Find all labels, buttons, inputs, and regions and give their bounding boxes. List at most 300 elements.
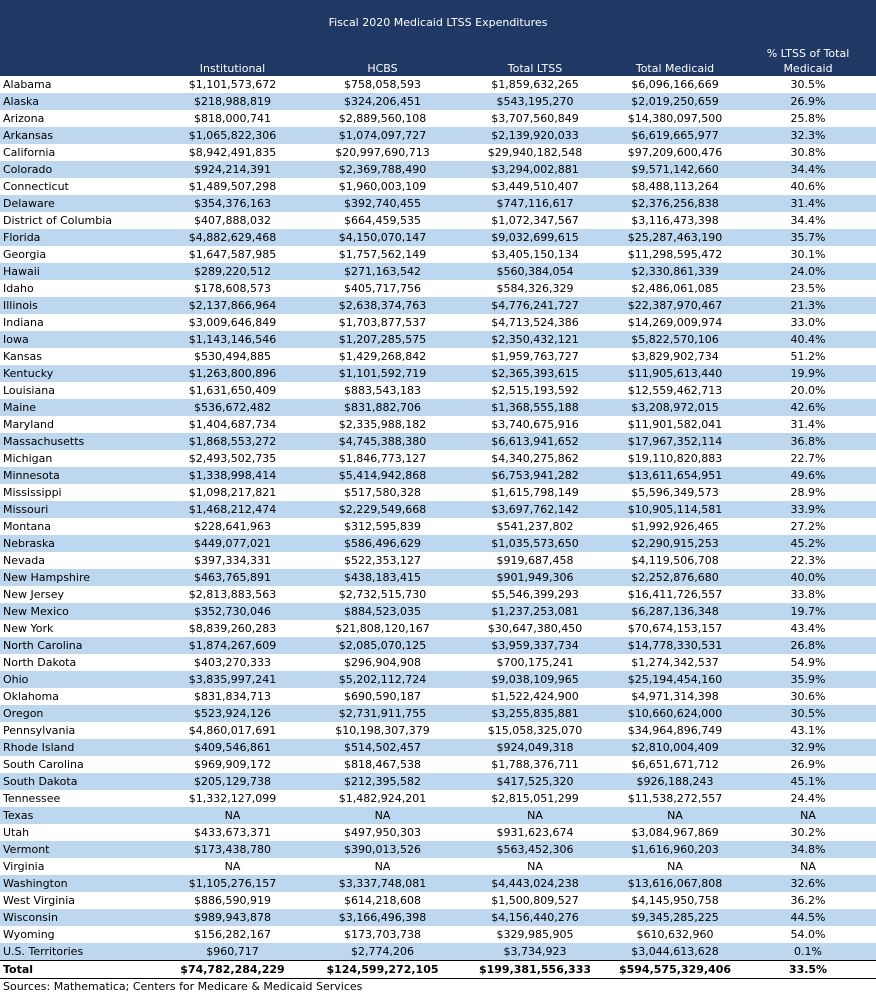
cell-hcbs: $1,074,097,727 bbox=[305, 127, 460, 144]
cell-total-medicaid: $4,145,950,758 bbox=[610, 892, 740, 909]
cell-institutional: NA bbox=[160, 807, 305, 824]
cell-state: North Carolina bbox=[0, 637, 160, 654]
cell-hcbs: $390,013,526 bbox=[305, 841, 460, 858]
table-row bbox=[0, 110, 876, 127]
cell-state: U.S. Territories bbox=[0, 943, 160, 961]
cell-total-medicaid: $9,571,142,660 bbox=[610, 161, 740, 178]
table-row bbox=[0, 195, 876, 212]
cell-institutional: $1,098,217,821 bbox=[160, 484, 305, 501]
cell-pct-ltss: 43.4% bbox=[740, 620, 876, 637]
cell-state: Texas bbox=[0, 807, 160, 824]
table-row bbox=[0, 620, 876, 637]
cell-total-ltss: $9,038,109,965 bbox=[460, 671, 610, 688]
cell-pct-ltss: 35.9% bbox=[740, 671, 876, 688]
cell-pct-ltss: 34.4% bbox=[740, 161, 876, 178]
cell-total-medicaid: $11,538,272,557 bbox=[610, 790, 740, 807]
cell-state: Massachusetts bbox=[0, 433, 160, 450]
cell-hcbs: $664,459,535 bbox=[305, 212, 460, 229]
cell-hcbs: $883,543,183 bbox=[305, 382, 460, 399]
cell-hcbs: $212,395,582 bbox=[305, 773, 460, 790]
cell-total-medicaid: $2,376,256,838 bbox=[610, 195, 740, 212]
cell-total-ltss: NA bbox=[460, 807, 610, 824]
cell-institutional: $960,717 bbox=[160, 943, 305, 961]
cell-pct-ltss: 34.4% bbox=[740, 212, 876, 229]
table-row bbox=[0, 603, 876, 620]
cell-total-medicaid: $14,269,009,974 bbox=[610, 314, 740, 331]
cell-total-ltss: $29,940,182,548 bbox=[460, 144, 610, 161]
table-row bbox=[0, 229, 876, 246]
cell-total-medicaid: $17,967,352,114 bbox=[610, 433, 740, 450]
cell-total-ltss: $3,405,150,134 bbox=[460, 246, 610, 263]
cell-total-ltss: $1,959,763,727 bbox=[460, 348, 610, 365]
cell-total-medicaid: $10,905,114,581 bbox=[610, 501, 740, 518]
cell-pct-ltss: 32.9% bbox=[740, 739, 876, 756]
cell-pct-ltss: 32.3% bbox=[740, 127, 876, 144]
cell-hcbs: $312,595,839 bbox=[305, 518, 460, 535]
cell-state: New Hampshire bbox=[0, 569, 160, 586]
header-state bbox=[0, 45, 160, 76]
cell-state: Utah bbox=[0, 824, 160, 841]
cell-pct-ltss: 36.2% bbox=[740, 892, 876, 909]
cell-hcbs: $1,846,773,127 bbox=[305, 450, 460, 467]
cell-hcbs: $884,523,035 bbox=[305, 603, 460, 620]
cell-hcbs: $271,163,542 bbox=[305, 263, 460, 280]
cell-institutional: $1,143,146,546 bbox=[160, 331, 305, 348]
cell-total-ltss: $9,032,699,615 bbox=[460, 229, 610, 246]
cell-total-medicaid: $70,674,153,157 bbox=[610, 620, 740, 637]
header-institutional: Institutional bbox=[160, 45, 305, 76]
cell-institutional: $2,137,866,964 bbox=[160, 297, 305, 314]
table-row bbox=[0, 892, 876, 909]
cell-institutional: $924,214,391 bbox=[160, 161, 305, 178]
cell-hcbs: $324,206,451 bbox=[305, 93, 460, 110]
cell-institutional: $3,835,997,241 bbox=[160, 671, 305, 688]
header-pct-ltss: % LTSS of Total Medicaid bbox=[740, 45, 876, 76]
cell-total-medicaid: $610,632,960 bbox=[610, 926, 740, 943]
cell-total-medicaid: $14,380,097,500 bbox=[610, 110, 740, 127]
cell-institutional: $1,874,267,609 bbox=[160, 637, 305, 654]
table-title: Fiscal 2020 Medicaid LTSS Expenditures bbox=[0, 0, 876, 45]
cell-institutional: $354,376,163 bbox=[160, 195, 305, 212]
cell-hcbs: $758,058,593 bbox=[305, 76, 460, 93]
cell-total-ltss: $4,776,241,727 bbox=[460, 297, 610, 314]
cell-pct-ltss: 21.3% bbox=[740, 297, 876, 314]
cell-pct-ltss: 54.0% bbox=[740, 926, 876, 943]
cell-hcbs: $21,808,120,167 bbox=[305, 620, 460, 637]
cell-total-ltss: $3,255,835,881 bbox=[460, 705, 610, 722]
table-row bbox=[0, 909, 876, 926]
cell-state: Minnesota bbox=[0, 467, 160, 484]
table-row bbox=[0, 433, 876, 450]
cell-hcbs: $614,218,608 bbox=[305, 892, 460, 909]
table-row bbox=[0, 773, 876, 790]
table-row bbox=[0, 212, 876, 229]
cell-institutional: $397,334,331 bbox=[160, 552, 305, 569]
cell-institutional: $8,942,491,835 bbox=[160, 144, 305, 161]
cell-pct-ltss: 45.1% bbox=[740, 773, 876, 790]
cell-state: Idaho bbox=[0, 280, 160, 297]
table-row bbox=[0, 246, 876, 263]
cell-total-medicaid: $1,616,960,203 bbox=[610, 841, 740, 858]
cell-institutional: $2,813,883,563 bbox=[160, 586, 305, 603]
cell-hcbs: $1,429,268,842 bbox=[305, 348, 460, 365]
cell-state: California bbox=[0, 144, 160, 161]
cell-hcbs: $1,703,877,537 bbox=[305, 314, 460, 331]
cell-total-ltss: $30,647,380,450 bbox=[460, 620, 610, 637]
cell-total-medicaid: $25,194,454,160 bbox=[610, 671, 740, 688]
cell-total-medicaid: $2,019,250,659 bbox=[610, 93, 740, 110]
cell-pct-ltss: 54.9% bbox=[740, 654, 876, 671]
cell-total-medicaid: $16,411,726,557 bbox=[610, 586, 740, 603]
cell-total-ltss: $2,515,193,592 bbox=[460, 382, 610, 399]
table-row bbox=[0, 382, 876, 399]
cell-total-medicaid: $97,209,600,476 bbox=[610, 144, 740, 161]
cell-state: New Mexico bbox=[0, 603, 160, 620]
cell-pct-ltss: 25.8% bbox=[740, 110, 876, 127]
cell-hcbs: $690,590,187 bbox=[305, 688, 460, 705]
cell-pct-ltss: 22.3% bbox=[740, 552, 876, 569]
cell-total-medicaid: NA bbox=[610, 858, 740, 875]
cell-institutional: $1,489,507,298 bbox=[160, 178, 305, 195]
cell-state: Kentucky bbox=[0, 365, 160, 382]
table-row bbox=[0, 807, 876, 824]
header-hcbs: HCBS bbox=[305, 45, 460, 76]
cell-institutional: $352,730,046 bbox=[160, 603, 305, 620]
cell-total-ltss: $924,049,318 bbox=[460, 739, 610, 756]
cell-hcbs: $3,166,496,398 bbox=[305, 909, 460, 926]
cell-total-medicaid: $11,298,595,472 bbox=[610, 246, 740, 263]
cell-total-medicaid: $2,290,915,253 bbox=[610, 535, 740, 552]
cell-pct-ltss: 45.2% bbox=[740, 535, 876, 552]
cell-pct-ltss: 24.0% bbox=[740, 263, 876, 280]
cell-institutional: $8,839,260,283 bbox=[160, 620, 305, 637]
table-row bbox=[0, 178, 876, 195]
cell-hcbs: $20,997,690,713 bbox=[305, 144, 460, 161]
cell-hcbs: $1,482,924,201 bbox=[305, 790, 460, 807]
cell-total-ltss: $1,859,632,265 bbox=[460, 76, 610, 93]
cell-total-ltss: $919,687,458 bbox=[460, 552, 610, 569]
table-row bbox=[0, 756, 876, 773]
cell-state: Ohio bbox=[0, 671, 160, 688]
cell-hcbs: $173,703,738 bbox=[305, 926, 460, 943]
cell-state: Pennsylvania bbox=[0, 722, 160, 739]
table-row bbox=[0, 450, 876, 467]
cell-hcbs: $586,496,629 bbox=[305, 535, 460, 552]
cell-hcbs: $2,085,070,125 bbox=[305, 637, 460, 654]
table-row bbox=[0, 535, 876, 552]
cell-state: Arizona bbox=[0, 110, 160, 127]
cell-state: Rhode Island bbox=[0, 739, 160, 756]
table-row bbox=[0, 280, 876, 297]
cell-pct-ltss: 19.9% bbox=[740, 365, 876, 382]
cell-total-ltss: $901,949,306 bbox=[460, 569, 610, 586]
table-row bbox=[0, 127, 876, 144]
cell-state: Alaska bbox=[0, 93, 160, 110]
cell-state: Nebraska bbox=[0, 535, 160, 552]
cell-hcbs: $405,717,756 bbox=[305, 280, 460, 297]
cell-total-ltss: $3,740,675,916 bbox=[460, 416, 610, 433]
cell-total-medicaid: $4,971,314,398 bbox=[610, 688, 740, 705]
cell-total-medicaid: $12,559,462,713 bbox=[610, 382, 740, 399]
table-row bbox=[0, 484, 876, 501]
sources-note: Sources: Mathematica; Centers for Medicare & Medicaid Services bbox=[0, 978, 876, 995]
table-row bbox=[0, 144, 876, 161]
table-row bbox=[0, 263, 876, 280]
table-row bbox=[0, 586, 876, 603]
cell-total-ltss: $563,452,306 bbox=[460, 841, 610, 858]
cell-pct-ltss: 33.9% bbox=[740, 501, 876, 518]
table-row bbox=[0, 314, 876, 331]
cell-total-medicaid: $11,901,582,041 bbox=[610, 416, 740, 433]
cell-institutional: $407,888,032 bbox=[160, 212, 305, 229]
cell-state: Maine bbox=[0, 399, 160, 416]
table-row bbox=[0, 705, 876, 722]
cell-pct-ltss: 19.7% bbox=[740, 603, 876, 620]
cell-state: Kansas bbox=[0, 348, 160, 365]
table-row bbox=[0, 875, 876, 892]
cell-institutional: $1,404,687,734 bbox=[160, 416, 305, 433]
cell-pct-ltss: 33.8% bbox=[740, 586, 876, 603]
cell-total-medicaid: $6,287,136,348 bbox=[610, 603, 740, 620]
total-ltss: $199,381,556,333 bbox=[460, 961, 610, 979]
cell-pct-ltss: 26.9% bbox=[740, 93, 876, 110]
cell-pct-ltss: 24.4% bbox=[740, 790, 876, 807]
cell-total-medicaid: $3,116,473,398 bbox=[610, 212, 740, 229]
table-row bbox=[0, 161, 876, 178]
table-row bbox=[0, 671, 876, 688]
cell-institutional: $989,943,878 bbox=[160, 909, 305, 926]
cell-total-ltss: NA bbox=[460, 858, 610, 875]
total-label: Total bbox=[0, 961, 160, 979]
cell-total-medicaid: $2,252,876,680 bbox=[610, 569, 740, 586]
cell-hcbs: $5,202,112,724 bbox=[305, 671, 460, 688]
cell-pct-ltss: 34.8% bbox=[740, 841, 876, 858]
cell-state: North Dakota bbox=[0, 654, 160, 671]
cell-institutional: $403,270,333 bbox=[160, 654, 305, 671]
table-row bbox=[0, 348, 876, 365]
cell-institutional: $1,065,822,306 bbox=[160, 127, 305, 144]
cell-hcbs: $1,960,003,109 bbox=[305, 178, 460, 195]
cell-pct-ltss: 27.2% bbox=[740, 518, 876, 535]
cell-institutional: $969,909,172 bbox=[160, 756, 305, 773]
cell-pct-ltss: 26.9% bbox=[740, 756, 876, 773]
cell-institutional: $831,834,713 bbox=[160, 688, 305, 705]
cell-hcbs: $4,150,070,147 bbox=[305, 229, 460, 246]
cell-total-medicaid: $926,188,243 bbox=[610, 773, 740, 790]
cell-hcbs: $5,414,942,868 bbox=[305, 467, 460, 484]
cell-pct-ltss: 0.1% bbox=[740, 943, 876, 961]
cell-hcbs: $392,740,455 bbox=[305, 195, 460, 212]
cell-total-medicaid: $9,345,285,225 bbox=[610, 909, 740, 926]
cell-hcbs: $4,745,388,380 bbox=[305, 433, 460, 450]
cell-hcbs: $517,580,328 bbox=[305, 484, 460, 501]
cell-institutional: $4,860,017,691 bbox=[160, 722, 305, 739]
cell-institutional: $218,988,819 bbox=[160, 93, 305, 110]
cell-institutional: $1,101,573,672 bbox=[160, 76, 305, 93]
cell-state: Connecticut bbox=[0, 178, 160, 195]
cell-total-ltss: $584,326,329 bbox=[460, 280, 610, 297]
cell-institutional: $205,129,738 bbox=[160, 773, 305, 790]
cell-hcbs: $2,229,549,668 bbox=[305, 501, 460, 518]
cell-state: Mississippi bbox=[0, 484, 160, 501]
cell-state: Florida bbox=[0, 229, 160, 246]
cell-state: Delaware bbox=[0, 195, 160, 212]
cell-total-ltss: $6,613,941,652 bbox=[460, 433, 610, 450]
cell-total-ltss: $3,959,337,734 bbox=[460, 637, 610, 654]
cell-pct-ltss: 49.6% bbox=[740, 467, 876, 484]
cell-total-medicaid: $3,044,613,628 bbox=[610, 943, 740, 961]
table-row bbox=[0, 739, 876, 756]
cell-total-medicaid: $13,611,654,951 bbox=[610, 467, 740, 484]
cell-pct-ltss: NA bbox=[740, 807, 876, 824]
cell-state: Wyoming bbox=[0, 926, 160, 943]
cell-institutional: $156,282,167 bbox=[160, 926, 305, 943]
cell-hcbs: $2,731,911,755 bbox=[305, 705, 460, 722]
cell-total-medicaid: $3,208,972,015 bbox=[610, 399, 740, 416]
cell-state: Oregon bbox=[0, 705, 160, 722]
cell-hcbs: $3,337,748,081 bbox=[305, 875, 460, 892]
cell-hcbs: $2,335,988,182 bbox=[305, 416, 460, 433]
table-row bbox=[0, 858, 876, 875]
cell-pct-ltss: 44.5% bbox=[740, 909, 876, 926]
cell-state: Vermont bbox=[0, 841, 160, 858]
cell-hcbs: $818,467,538 bbox=[305, 756, 460, 773]
cell-total-ltss: $417,525,320 bbox=[460, 773, 610, 790]
cell-state: Michigan bbox=[0, 450, 160, 467]
cell-total-ltss: $1,522,424,900 bbox=[460, 688, 610, 705]
cell-total-medicaid: $8,488,113,264 bbox=[610, 178, 740, 195]
cell-pct-ltss: 51.2% bbox=[740, 348, 876, 365]
cell-hcbs: $296,904,908 bbox=[305, 654, 460, 671]
cell-pct-ltss: 35.7% bbox=[740, 229, 876, 246]
cell-pct-ltss: 32.6% bbox=[740, 875, 876, 892]
cell-total-ltss: $541,237,802 bbox=[460, 518, 610, 535]
cell-total-ltss: $5,546,399,293 bbox=[460, 586, 610, 603]
cell-institutional: $523,924,126 bbox=[160, 705, 305, 722]
table-row bbox=[0, 824, 876, 841]
cell-institutional: $1,868,553,272 bbox=[160, 433, 305, 450]
table-row bbox=[0, 637, 876, 654]
cell-hcbs: $522,353,127 bbox=[305, 552, 460, 569]
cell-total-ltss: $4,713,524,386 bbox=[460, 314, 610, 331]
cell-state: Louisiana bbox=[0, 382, 160, 399]
cell-state: South Dakota bbox=[0, 773, 160, 790]
cell-pct-ltss: 30.6% bbox=[740, 688, 876, 705]
cell-state: Missouri bbox=[0, 501, 160, 518]
cell-total-ltss: $329,985,905 bbox=[460, 926, 610, 943]
cell-hcbs: $2,889,560,108 bbox=[305, 110, 460, 127]
cell-institutional: $1,631,650,409 bbox=[160, 382, 305, 399]
cell-pct-ltss: 31.4% bbox=[740, 195, 876, 212]
cell-state: Montana bbox=[0, 518, 160, 535]
total-institutional: $74,782,284,229 bbox=[160, 961, 305, 979]
cell-state: Iowa bbox=[0, 331, 160, 348]
cell-state: South Carolina bbox=[0, 756, 160, 773]
cell-total-medicaid: $2,810,004,409 bbox=[610, 739, 740, 756]
cell-total-medicaid: $5,596,349,573 bbox=[610, 484, 740, 501]
cell-institutional: $2,493,502,735 bbox=[160, 450, 305, 467]
cell-total-medicaid: $25,287,463,190 bbox=[610, 229, 740, 246]
cell-total-ltss: $700,175,241 bbox=[460, 654, 610, 671]
cell-total-ltss: $1,788,376,711 bbox=[460, 756, 610, 773]
cell-hcbs: $2,774,206 bbox=[305, 943, 460, 961]
cell-pct-ltss: 22.7% bbox=[740, 450, 876, 467]
table-row bbox=[0, 518, 876, 535]
cell-institutional: NA bbox=[160, 858, 305, 875]
cell-total-medicaid: $3,084,967,869 bbox=[610, 824, 740, 841]
table-row bbox=[0, 467, 876, 484]
cell-state: Georgia bbox=[0, 246, 160, 263]
cell-state: New Jersey bbox=[0, 586, 160, 603]
header-total-ltss: Total LTSS bbox=[460, 45, 610, 76]
cell-institutional: $289,220,512 bbox=[160, 263, 305, 280]
table-row bbox=[0, 943, 876, 961]
cell-hcbs: $2,369,788,490 bbox=[305, 161, 460, 178]
cell-institutional: $4,882,629,468 bbox=[160, 229, 305, 246]
cell-total-ltss: $560,384,054 bbox=[460, 263, 610, 280]
cell-total-ltss: $3,734,923 bbox=[460, 943, 610, 961]
cell-hcbs: $438,183,415 bbox=[305, 569, 460, 586]
cell-pct-ltss: 40.6% bbox=[740, 178, 876, 195]
cell-institutional: $449,077,021 bbox=[160, 535, 305, 552]
cell-total-ltss: $4,443,024,238 bbox=[460, 875, 610, 892]
cell-hcbs: NA bbox=[305, 807, 460, 824]
cell-hcbs: $1,101,592,719 bbox=[305, 365, 460, 382]
cell-total-medicaid: $2,486,061,085 bbox=[610, 280, 740, 297]
cell-total-ltss: $3,294,002,881 bbox=[460, 161, 610, 178]
cell-state: Wisconsin bbox=[0, 909, 160, 926]
table-row bbox=[0, 93, 876, 110]
cell-state: Illinois bbox=[0, 297, 160, 314]
cell-institutional: $3,009,646,849 bbox=[160, 314, 305, 331]
cell-total-ltss: $3,697,762,142 bbox=[460, 501, 610, 518]
table-row bbox=[0, 416, 876, 433]
cell-institutional: $1,338,998,414 bbox=[160, 467, 305, 484]
table-row bbox=[0, 297, 876, 314]
cell-total-ltss: $931,623,674 bbox=[460, 824, 610, 841]
cell-pct-ltss: 28.9% bbox=[740, 484, 876, 501]
column-headers bbox=[0, 45, 876, 76]
cell-total-ltss: $1,615,798,149 bbox=[460, 484, 610, 501]
cell-pct-ltss: 30.8% bbox=[740, 144, 876, 161]
cell-total-ltss: $6,753,941,282 bbox=[460, 467, 610, 484]
cell-total-medicaid: $14,778,330,531 bbox=[610, 637, 740, 654]
cell-state: Arkansas bbox=[0, 127, 160, 144]
cell-total-medicaid: $3,829,902,734 bbox=[610, 348, 740, 365]
cell-pct-ltss: NA bbox=[740, 858, 876, 875]
cell-institutional: $463,765,891 bbox=[160, 569, 305, 586]
cell-pct-ltss: 40.4% bbox=[740, 331, 876, 348]
cell-total-medicaid: $10,660,624,000 bbox=[610, 705, 740, 722]
table-row bbox=[0, 569, 876, 586]
cell-state: New York bbox=[0, 620, 160, 637]
cell-total-medicaid: $11,905,613,440 bbox=[610, 365, 740, 382]
cell-state: Indiana bbox=[0, 314, 160, 331]
cell-hcbs: $1,757,562,149 bbox=[305, 246, 460, 263]
cell-institutional: $1,263,800,896 bbox=[160, 365, 305, 382]
cell-state: Colorado bbox=[0, 161, 160, 178]
cell-total-medicaid: $34,964,896,749 bbox=[610, 722, 740, 739]
table-row bbox=[0, 841, 876, 858]
cell-total-medicaid: NA bbox=[610, 807, 740, 824]
cell-institutional: $173,438,780 bbox=[160, 841, 305, 858]
cell-pct-ltss: 43.1% bbox=[740, 722, 876, 739]
total-pct: 33.5% bbox=[740, 961, 876, 979]
cell-total-medicaid: $22,387,970,467 bbox=[610, 297, 740, 314]
cell-state: Hawaii bbox=[0, 263, 160, 280]
cell-state: District of Columbia bbox=[0, 212, 160, 229]
cell-pct-ltss: 30.5% bbox=[740, 76, 876, 93]
